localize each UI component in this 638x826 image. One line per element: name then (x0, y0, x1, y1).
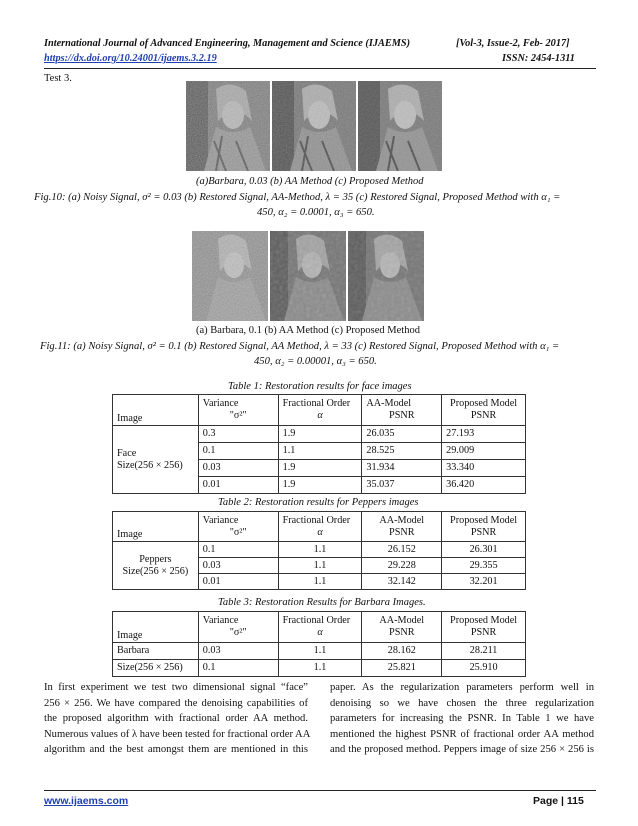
table-cell: 29.009 (442, 443, 526, 460)
table-row (113, 643, 526, 660)
table-cell: 35.037 (362, 477, 442, 494)
table3-header-prop-sub: PSNR (470, 627, 497, 638)
fig11-subcaptions: (a) Barbara, 0.1 (b) AA Method (c) Proposed Method (196, 325, 420, 336)
body-line: paper. As the regularization parameters perform well in (330, 682, 594, 693)
table-cell: 31.934 (362, 460, 442, 477)
table-cell: 28.525 (362, 443, 442, 460)
page-number: Page | 115 (533, 795, 584, 807)
table1-header-order-sym: α (317, 410, 323, 421)
header-rule (44, 68, 596, 69)
table-cell: 0.1 (198, 660, 278, 677)
table3-caption: Table 3: Restoration Results for Barbara Images. (218, 597, 426, 608)
table3-header-variance-sym: "σ²" (229, 627, 247, 638)
table3-header-order-sym: α (317, 627, 323, 638)
fig11-proposed-image (348, 231, 424, 321)
body-line: Numerous values of λ have been tested for fractional order AA (44, 728, 311, 740)
table-cell: 0.1 (198, 443, 278, 460)
fig11-caption-cont: 450, α₂ = 0.00001, α₃ = 650. (254, 356, 377, 367)
table-cell: 0.01 (198, 574, 278, 590)
table2-header-aa: AA-Model (379, 514, 425, 526)
section-label: Test 3. (44, 73, 72, 84)
body-line: mentioned the highest PSNR of fractional order AA method (330, 728, 594, 740)
table2-caption: Table 2: Restoration results for Peppers images (218, 497, 419, 508)
table-cell: 28.162 (362, 643, 442, 660)
table-cell: 36.420 (442, 477, 526, 494)
table-cell: 1.1 (278, 574, 362, 590)
table1 (112, 394, 526, 494)
fig11-caption: Fig.11: (a) Noisy Signal, σ² = 0.1 (b) Restored Signal, AA Method, λ = 33 (c) Restored Signal, Proposed Method with α₁ = (40, 341, 560, 352)
table3-image-size: Size(256 × 256) (113, 660, 199, 677)
fig10-aa-image (272, 81, 356, 171)
fig10-subcaptions: (a)Barbara, 0.03 (b) AA Method (c) Proposed Method (196, 176, 424, 187)
table-cell: 1.9 (278, 460, 362, 477)
table3-header-aa-sub: PSNR (389, 627, 415, 638)
table2-header-image: Image (113, 512, 199, 542)
table-cell: 26.152 (362, 542, 442, 558)
table-cell: 33.340 (442, 460, 526, 477)
table2-header-prop-sub: PSNR (470, 526, 497, 538)
table3-header-image: Image (113, 612, 199, 643)
body-line: the proposed algorithm with fractional order AA method. (44, 713, 308, 724)
table2-header-order-sym: α (317, 526, 323, 538)
fig10-proposed-image (358, 81, 442, 171)
body-line: and the proposed method. Peppers image of size 256 × 256 is (330, 744, 594, 755)
table3-header-aa: AA-Model (379, 615, 425, 627)
table3 (112, 611, 526, 677)
table1-header-variance-sym: "σ²" (229, 410, 247, 421)
table2-header-variance-sym: "σ²" (229, 526, 247, 538)
table3-header-order: Fractional Order (282, 615, 351, 627)
table-cell: 0.01 (198, 477, 278, 494)
table-cell: 26.301 (442, 542, 526, 558)
table-cell: 29.355 (442, 558, 526, 574)
footer-url-link[interactable]: www.ijaems.com (44, 795, 129, 807)
volume-info: [Vol-3, Issue-2, Feb- 2017] (456, 38, 570, 49)
table1-header-order: Fractional Order (282, 398, 351, 410)
table1-header-aa-sub: PSNR (389, 410, 415, 421)
table-cell: 32.201 (442, 574, 526, 590)
table-cell: 1.1 (278, 643, 362, 660)
table-cell: 26.035 (362, 426, 442, 443)
table2 (112, 511, 526, 590)
table-cell: 1.9 (278, 426, 362, 443)
table-cell: 1.1 (278, 660, 362, 677)
table2-image-label: Peppers (139, 553, 172, 565)
table-cell: 0.03 (198, 460, 278, 477)
body-line: 256 × 256. We have compared the denoising capabilities of (44, 697, 308, 709)
table-cell: 25.821 (362, 660, 442, 677)
table2-header-aa-sub: PSNR (389, 526, 415, 538)
table-cell: 1.1 (278, 558, 362, 574)
table-cell: 32.142 (362, 574, 442, 590)
table-cell: 25.910 (442, 660, 526, 677)
table-cell: 0.03 (198, 558, 278, 574)
fig11-aa-image (270, 231, 346, 321)
table1-header-prop-sub: PSNR (470, 410, 497, 421)
table-row (113, 542, 526, 558)
table-cell: 0.03 (198, 643, 278, 660)
body-line: parameters for increasing the PSNR. In Table 1 we have (330, 713, 594, 724)
table-row (113, 660, 526, 677)
table1-header-prop: Proposed Model (450, 398, 518, 410)
doi-link[interactable]: https://dx.doi.org/10.24001/ijaems.3.2.19 (44, 53, 217, 64)
table-cell: 0.1 (198, 542, 278, 558)
footer-rule (44, 790, 596, 791)
body-line: denoising so we have chosen the three regularization (330, 697, 594, 709)
body-line: algorithm and the best amongst them are mentioned in this (44, 744, 308, 755)
table2-image-size: Size(256 × 256) (122, 565, 189, 577)
table1-header-image: Image (113, 395, 199, 426)
fig10-caption-cont: 450, α₂ = 0.0001, α₃ = 650. (257, 207, 375, 218)
body-right-column (330, 680, 594, 758)
table3-header-variance: Variance (202, 615, 239, 627)
fig10-caption: Fig.10: (a) Noisy Signal, σ² = 0.03 (b) Restored Signal, AA-Method, λ = 35 (c) Restored Signal, Proposed Method with α₁ = (34, 192, 561, 203)
table-row (113, 426, 526, 443)
table1-image-label: Face (117, 447, 137, 459)
table2-header-order: Fractional Order (282, 514, 351, 526)
table-cell: 29.228 (362, 558, 442, 574)
table3-image-label: Barbara (113, 643, 199, 660)
fig10-noisy-image (186, 81, 270, 171)
table1-caption: Table 1: Restoration results for face images (228, 381, 412, 392)
body-line: In first experiment we test two dimensional signal “face” (44, 682, 308, 693)
table2-header-variance: Variance (202, 514, 239, 526)
body-left-column (44, 680, 311, 758)
journal-title: International Journal of Advanced Engineering, Management and Science (IJAEMS) (44, 38, 411, 49)
table-cell: 1.1 (278, 542, 362, 558)
table1-header-variance: Variance (202, 398, 239, 410)
table3-header-prop: Proposed Model (450, 615, 518, 627)
table-cell: 1.9 (278, 477, 362, 494)
table2-header-prop: Proposed Model (450, 514, 518, 526)
table-cell: 1.1 (278, 443, 362, 460)
table-cell: 28.211 (442, 643, 526, 660)
table1-header-aa: AA-Model (366, 398, 412, 410)
table-cell: 0.3 (198, 426, 278, 443)
table-cell: 27.193 (442, 426, 526, 443)
issn: ISSN: 2454-1311 (502, 53, 575, 64)
fig11-noisy-image (192, 231, 268, 321)
table1-image-size: Size(256 × 256) (117, 459, 183, 471)
